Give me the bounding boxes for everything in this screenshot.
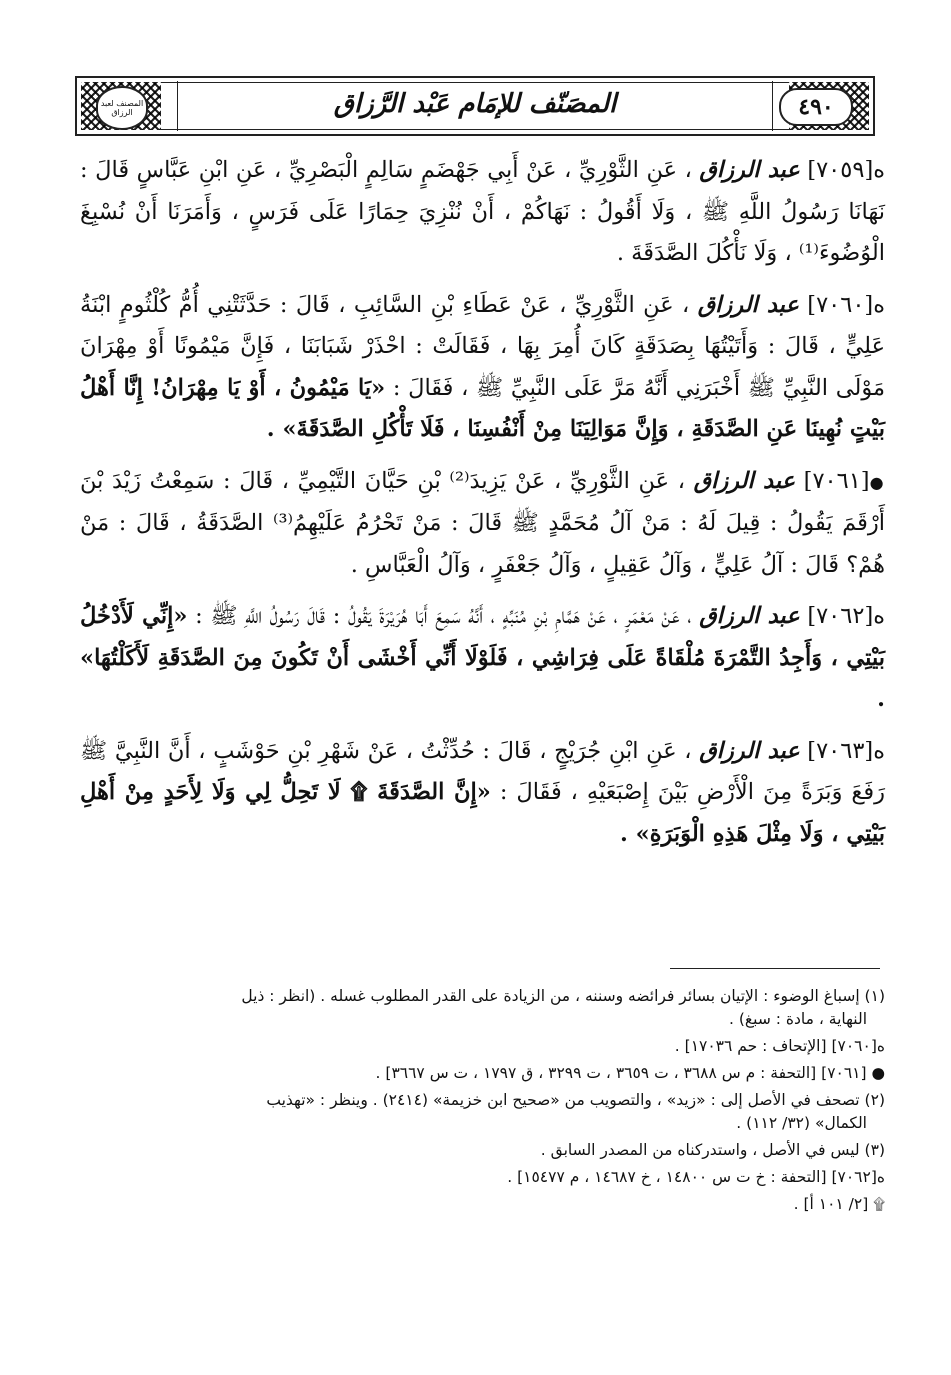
hadith-number: [٧٠٦١] xyxy=(803,467,870,494)
hadith-text: ، عَنْ مَعْمَرٍ ، عَنْ هَمَّامِ بْنِ مُنَبِّهٍ ، أَنَّهُ سَمِعَ أَبَا هُرَيْرَةَ يَقُولُ : قَالَ رَسُولُ اللَّهِ ﷺ : xyxy=(195,603,692,629)
footnote-text: ه[٧٠٦٠] [الإتحاف : حم ١٧٠٣٦] . xyxy=(674,1037,885,1055)
main-text xyxy=(80,150,885,865)
entry-marker: ه xyxy=(873,291,885,318)
book-seal-logo xyxy=(96,86,148,130)
footnote xyxy=(80,1062,885,1085)
footnote xyxy=(80,1139,885,1162)
narrator-name: عبد الرزاق xyxy=(693,467,796,494)
footnote-text: ۩ [٢/ ١٠١ أ] . xyxy=(793,1195,885,1213)
footnote-text: (٢) تصحف في الأصل إلى : «زيد» ، والتصويب من «صحيح ابن خزيمة» (٢٤١٤) . وينظر : «تهذيب xyxy=(266,1091,885,1109)
entry-marker: ● xyxy=(869,472,885,492)
footnote-text: ● [٧٠٦١] [التحفة : م س ٣٦٨٨ ، ت ٣٦٥٩ ، ت ٣٢٩٩ ، ق ١٧٩٧ ، ت س ٣٦٦٧] . xyxy=(375,1064,885,1082)
hadith-entry xyxy=(80,731,885,856)
page-number: ٤٩٠ xyxy=(779,88,853,126)
entry-marker: ه xyxy=(873,157,886,183)
footnote xyxy=(80,985,885,1031)
narrator-name: عبد الرزاق xyxy=(699,737,800,764)
hadith-text: ، عَنِ الثَّوْرِيِّ ، عَنْ أَبِي جَهْضَمٍ سَالِمٍ الْبَصْرِيِّ ، عَنِ ابْنِ عَبَّاسٍ قَالَ : نَهَانَا رَسُولُ اللَّهِ ﷺ ، وَلَا أَقُولُ : نَهَاكُمْ ، أَنْ نُنْزِيَ حِمَارًا عَلَى فَرَسٍ ، وَأَمَرَنَا أَنْ نُسْبِغَ الْوُضُوءَ⁽¹⁾ ، وَلَا نَأْكُلَ الصَّدَقَةَ . xyxy=(80,157,885,266)
footnote-continuation: الكمال» (٣٢/ ١١٢) . xyxy=(736,1114,867,1132)
footnote xyxy=(80,1166,885,1189)
footnote xyxy=(80,1193,885,1216)
hadith-entry xyxy=(80,285,885,451)
running-title: المصَنّف للإمَام عَبْد الرَّزاق xyxy=(333,89,617,119)
seal-text: المصنف لعبد الرزاق xyxy=(100,99,144,117)
footnote xyxy=(80,1089,885,1135)
footnotes xyxy=(80,985,885,1220)
footnote xyxy=(80,1035,885,1058)
footnote-text: ه[٧٠٦٢] [التحفة : خ ت س ١٤٨٠٠ ، خ ١٤٦٨٧ ، م ١٥٤٧٧] . xyxy=(507,1168,885,1186)
hadith-number: [٧٠٥٩] xyxy=(807,157,874,183)
prophetic-saying: «إِنِّي لَأَدْخُلُ بَيْتِي ، وَأَجِدُ التَّمْرَةَ مُلْقَاةً عَلَى فِرَاشِي ، فَلَوْلَا أَنِّي أَخْشَى أَنْ تَكُونَ مِنَ الصَّدَقَةِ لَأَكَلْتُهَا» . xyxy=(80,603,885,712)
prophetic-saying: «يَا مَيْمُونُ ، أَوْ يَا مِهْرَانُ! إِنَّا أَهْلُ بَيْتٍ نُهِينَا عَنِ الصَّدَقَةِ ، وَإِنَّ مَوَالِيَنَا مِنْ أَنْفُسِنَا ، فَلَا تَأْكُلِ الصَّدَقَةَ» . xyxy=(80,374,885,442)
hadith-entry xyxy=(80,461,885,587)
hadith-entry xyxy=(80,150,885,275)
hadith-entry xyxy=(80,596,885,721)
narrator-name: عبد الرزاق xyxy=(697,291,799,318)
footnote-continuation: النهاية ، مادة : سبغ) . xyxy=(729,1010,867,1028)
hadith-text: ، عَنِ الثَّوْرِيِّ ، عَنْ يَزِيدَ⁽²⁾ بْنِ حَيَّانَ التَّيْمِيِّ ، قَالَ : سَمِعْتُ زَيْدَ بْنَ أَرْقَمَ يَقُولُ : قِيلَ لَهُ : مَنْ آلُ مُحَمَّدٍ ﷺ قَالَ : مَنْ تَحْرُمُ عَلَيْهِمُ⁽³⁾ الصَّدَقَةُ ، قَالَ : مَنْ هُمْ؟ قَالَ : آلُ عَلِيٍّ ، وَآلُ عَقِيلٍ ، وَآلُ جَعْفَرٍ ، وَآلُ الْعَبَّاسِ . xyxy=(80,467,886,578)
prophetic-saying: «إِنَّ الصَّدَقَةَ ۩ لَا تَحِلُّ لِي وَلَا لِأَحَدٍ مِنْ أَهْلِ بَيْتِي ، وَلَا مِثْلَ هَذِهِ الْوَبَرَةِ» . xyxy=(80,779,885,847)
hadith-text: ، عَنِ ابْنِ جُرَيْجٍ ، قَالَ : حُدِّثْتُ ، عَنْ شَهْرِ بْنِ حَوْشَبٍ ، أَنَّ النَّبِيَّ ﷺ رَفَعَ وَبَرَةً مِنَ الْأَرْضِ بَيْنَ إِصْبَعَيْهِ ، فَقَالَ : xyxy=(80,737,885,805)
hadith-number: [٧٠٦٢] xyxy=(807,603,874,629)
hadith-text: ، عَنِ الثَّوْرِيِّ ، عَنْ عَطَاءِ بْنِ السَّائِبِ ، قَالَ : حَدَّثَتْنِي أُمُّ كُلْثُومٍ ابْنَةُ عَلِيٍّ ، قَالَ : وَأَتَيْتُهَا بِصَدَقَةٍ كَانَ أُمِرَ بِهَا ، فَقَالَتْ : احْذَرْ شَبَابَنَا ، فَإِنَّ مَيْمُونًا أَوْ مِهْرَانَ مَوْلَى النَّبِيِّ ﷺ أَخْبَرَنِي أَنَّهُ مَرَّ عَلَى النَّبِيِّ ﷺ ، فَقَالَ : xyxy=(80,291,885,401)
entry-marker: ه xyxy=(873,737,885,764)
footnote-separator xyxy=(670,968,880,969)
entry-marker: ه xyxy=(873,603,886,629)
narrator-name: عبد الرزاق xyxy=(699,603,800,629)
footnote-text: (٣) ليس في الأصل ، واستدركناه من المصدر السابق . xyxy=(540,1141,885,1159)
narrator-name: عبد الرزاق xyxy=(699,157,800,183)
hadith-number: [٧٠٦٣] xyxy=(807,737,874,764)
hadith-number: [٧٠٦٠] xyxy=(807,291,874,318)
footnote-text: (١) إسباغ الوضوء : الإتيان بسائر فرائضه وسننه ، من الزيادة على القدر المطلوب غسله . (انظر : ذيل xyxy=(241,987,885,1005)
running-header xyxy=(75,76,875,136)
